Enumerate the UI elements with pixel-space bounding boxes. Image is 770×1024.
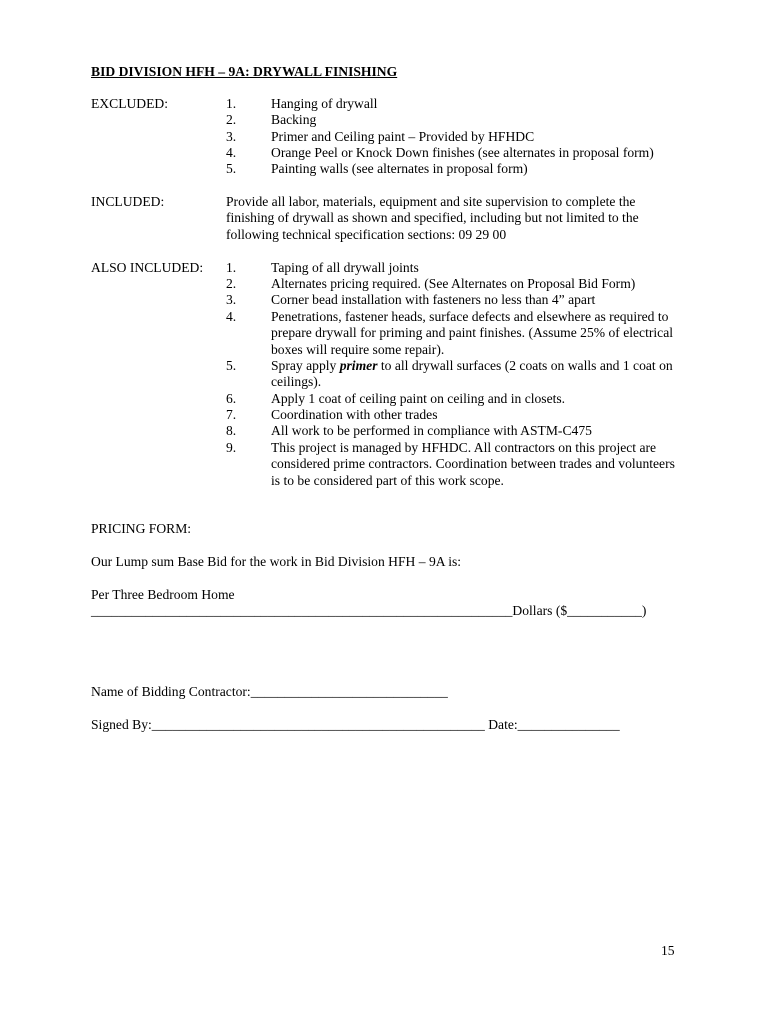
item-text-start: Spray apply	[271, 358, 340, 373]
also-included-item-number: 3.	[226, 292, 237, 307]
page-number: 15	[661, 943, 675, 958]
also-included-item-number: 1.	[226, 260, 237, 275]
also-included-item-number: 6.	[226, 391, 237, 406]
per-home-label: Per Three Bedroom Home	[91, 587, 235, 602]
excluded-item-text: Painting walls (see alternates in proposal form)	[271, 161, 528, 176]
also-included-item-text: Taping of all drywall joints	[271, 260, 419, 275]
included-text: Provide all labor, materials, equipment and site supervision to complete the finishing of drywall as shown and specified, including but not limited to the following technical specification sections: 09 29 00	[226, 194, 639, 242]
also-included-item-text: This project is managed by HFHDC. All contractors on this project are considered prime contractors. Coordination between trades and volunteers is to be considered part of this work scope.	[271, 440, 675, 488]
also-included-item-number: 4.	[226, 309, 237, 324]
lump-sum-statement: Our Lump sum Base Bid for the work in Bid Division HFH – 9A is:	[91, 554, 462, 569]
excluded-item-text: Hanging of drywall	[271, 96, 378, 111]
pricing-form-label: PRICING FORM:	[91, 521, 192, 536]
also-included-label: ALSO INCLUDED:	[91, 260, 204, 275]
signature-date-field[interactable]: Signed By:_________________________________________________ Date:_______________	[91, 717, 620, 732]
excluded-label: EXCLUDED:	[91, 96, 169, 111]
also-included-item-text: Corner bead installation with fasteners no less than 4” apart	[271, 292, 596, 307]
excluded-item-text: Orange Peel or Knock Down finishes (see alternates in proposal form)	[271, 145, 654, 160]
also-included-item-text: All work to be performed in compliance with ASTM-C475	[271, 423, 592, 438]
also-included-item-text: Apply 1 coat of ceiling paint on ceiling and in closets.	[271, 391, 566, 406]
bidding-contractor-field[interactable]: Name of Bidding Contractor:_____________________________	[91, 684, 448, 699]
also-included-item-text: Penetrations, fastener heads, surface defects and elsewhere as required to prepare drywall for priming and paint finishes. (Assume 25% of electrical boxes will require some repair).	[271, 309, 674, 357]
also-included-item-number: 5.	[226, 358, 237, 373]
excluded-item-number: 4.	[226, 145, 237, 160]
dollars-field[interactable]: ______________________________________________________________Dollars ($___________)	[91, 603, 647, 618]
excluded-item-number: 1.	[226, 96, 237, 111]
item-text-end: to all drywall surfaces (2 coats on walls and 1 coat on ceilings).	[271, 358, 673, 390]
included-label: INCLUDED:	[91, 194, 165, 209]
excluded-item-number: 2.	[226, 112, 237, 127]
also-included-item-number: 2.	[226, 276, 237, 291]
also-included-item-number: 7.	[226, 407, 237, 422]
also-included-item-text	[271, 358, 686, 391]
also-included-item-text: Coordination with other trades	[271, 407, 438, 422]
emphasized-word: primer	[339, 358, 378, 373]
also-included-item-number: 8.	[226, 423, 237, 438]
excluded-item-text: Primer and Ceiling paint – Provided by HFHDC	[271, 129, 535, 144]
page-title: BID DIVISION HFH – 9A: DRYWALL FINISHING	[91, 64, 398, 79]
also-included-item-number: 9.	[226, 440, 237, 455]
excluded-item-text: Backing	[271, 112, 317, 127]
excluded-item-number: 3.	[226, 129, 237, 144]
also-included-item-text: Alternates pricing required. (See Alternates on Proposal Bid Form)	[271, 276, 636, 291]
excluded-item-number: 5.	[226, 161, 237, 176]
